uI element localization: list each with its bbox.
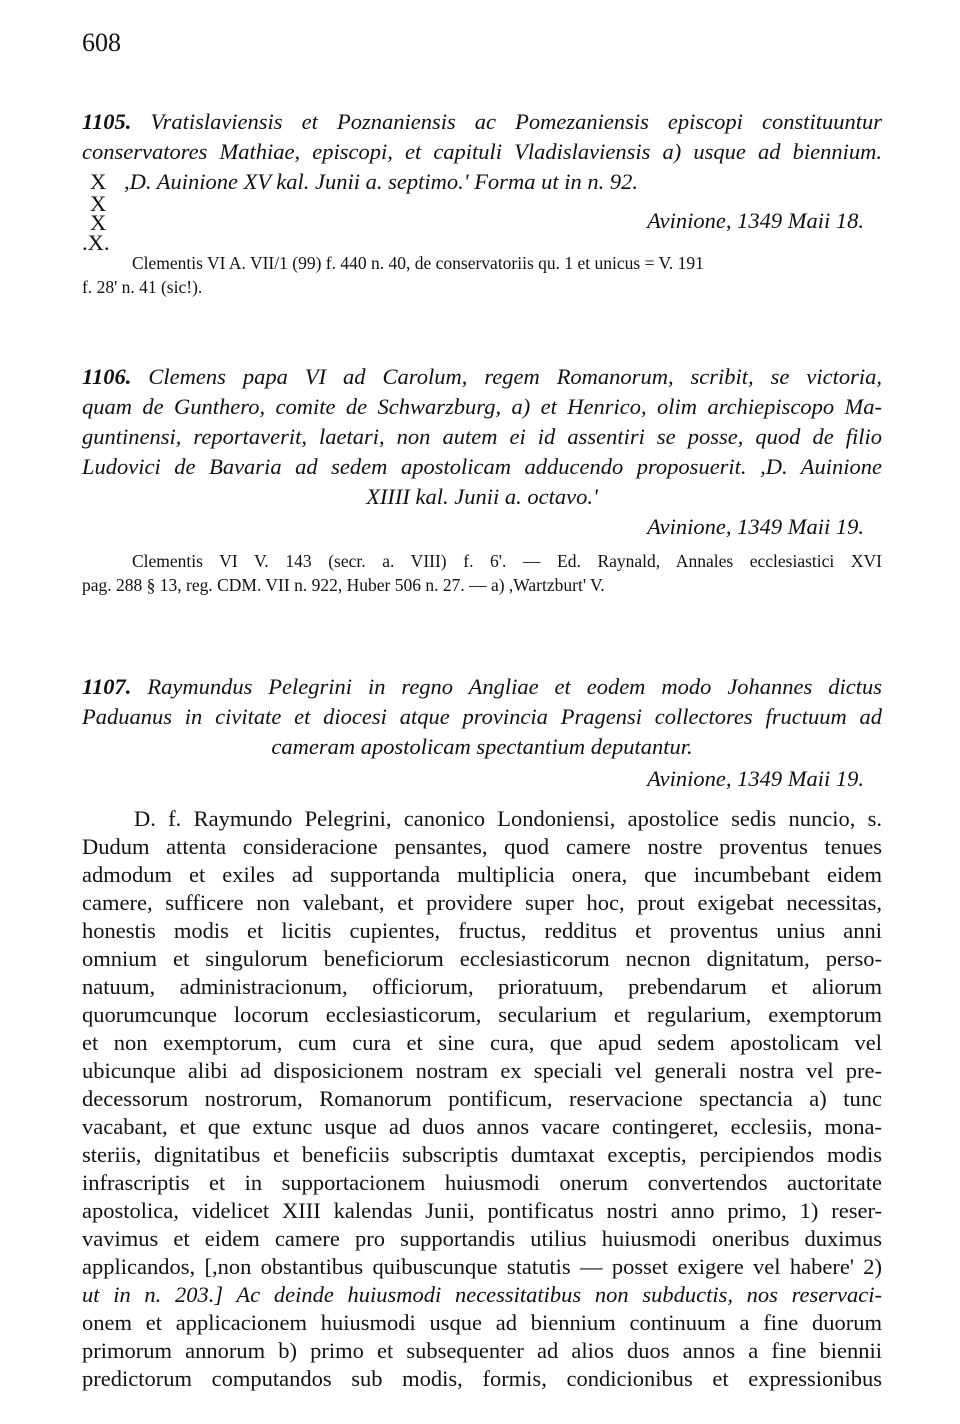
entry-1105-mark-1: X — [90, 169, 107, 194]
entry-1107-summary-line-1: 1107. Raymundus Pelegrini in regno Angliae et eodem modo Johannes dictus — [82, 674, 882, 699]
entry-1107-body-line-14: infrascriptis et in supportacionem huiusmodi onerum convertendos auctoritate — [82, 1170, 882, 1195]
entry-1107-body-line-2: Dudum attenta consideracione pensantes, quod camere nostre proventus tenues — [82, 834, 882, 859]
entry-1107-body-line-13: steriis, dignitatibus et beneficiis subscriptis dumtaxat exceptis, percipiendos modis — [82, 1142, 882, 1167]
entry-1105-place-date: Avinione, 1349 Maii 18. — [647, 208, 864, 233]
entry-1107-body-line-19: onem et applicacionem huiusmodi usque ad biennium continuum a fine duorum — [82, 1310, 882, 1335]
entry-1107-body-line-6: omnium et singulorum beneficiorum ecclesiasticorum necnon dignitatum, perso- — [82, 946, 882, 971]
entry-1107-body-line-10: ubicunque alibi ad disposicionem nostram ex speciali vel generali nostra vel pre- — [82, 1058, 882, 1083]
entry-1107-place-date: Avinione, 1349 Maii 19. — [647, 766, 864, 791]
entry-1106-place-date: Avinione, 1349 Maii 19. — [647, 514, 864, 539]
entry-1107-body-line-11: decessorum nostrorum, Romanorum pontificum, reservacione spectancia a) tunc — [82, 1086, 882, 1111]
entry-1107-body-line-9: et non exemptorum, cum cura et sine cura, que apud sedem apostolicam vel — [82, 1030, 882, 1055]
entry-1107-body-line-1: D. f. Raymundo Pelegrini, canonico Londoniensi, apostolice sedis nuncio, s. — [134, 806, 882, 831]
entry-1107-body-line-7: natuum, administracionum, officiorum, prioratuum, prebendarum et aliorum — [82, 974, 882, 999]
entry-1105-summary-line-1: 1105. Vratislaviensis et Poznaniensis ac Pomezaniensis episcopi constituuntur — [82, 109, 883, 134]
entry-1105-mark-4: .X. — [82, 230, 110, 255]
entry-1106-summary-line-1: 1106. Clemens papa VI ad Carolum, regem Romanorum, scribit, se victoria, — [82, 364, 882, 389]
entry-1107-body-line-4: camere, sufficere non valebant, et providere super hoc, prout exigebat necessitas, — [82, 890, 882, 915]
entry-1107-body-line-21: predictorum computandos sub modis, formis, condicionibus et expressionibus — [82, 1366, 882, 1391]
entry-1105-number: 1105. — [82, 109, 132, 134]
entry-1105-mark-2: X — [90, 191, 107, 216]
entry-1107-body-line-12: vacabant, et que extunc usque ad duos annos vacare contingeret, ecclesiis, mona- — [82, 1114, 882, 1139]
entry-1107-body-line-18: ut in n. 203.] Ac deinde huiusmodi necessitatibus non subductis, nos reservaci- — [82, 1282, 882, 1307]
entry-1106-note-2: pag. 288 § 13, reg. CDM. VII n. 922, Huber 506 n. 27. — a) ,Wartzburt' V. — [82, 575, 605, 595]
entry-1107-body-line-5: honestis modis et licitis cupientes, fructus, redditus et proventus unius anni — [82, 918, 882, 943]
entry-1105-mark-3: X — [90, 210, 107, 235]
entry-1107-body-line-16: vavimus et eidem camere pro supportandis utilius huiusmodi oneribus duximus — [82, 1226, 882, 1251]
entry-1105-summary-line-2: conservatores Mathiae, episcopi, et capituli Vladislaviensis a) usque ad biennium. — [82, 139, 882, 164]
entry-1105-date-line: ,D. Auinione XV kal. Junii a. septimo.' Forma ut in n. 92. — [124, 169, 638, 194]
entry-1106-summary-line-3: guntinensi, reportaverit, laetari, non autem ei id assentiri se posse, quod de filio — [82, 424, 882, 449]
entry-1105-note-1: Clementis VI A. VII/1 (99) f. 440 n. 40, de conservatoriis qu. 1 et unicus = V. 191 — [132, 253, 704, 273]
entry-1105-note-2: f. 28' n. 41 (sic!). — [82, 277, 203, 297]
entry-1107-summary-line-3: cameram apostolicam spectantium deputantur. — [271, 734, 693, 759]
entry-1107-body-line-8: quorumcunque locorum ecclesiasticorum, secularium et regularium, exemptorum — [82, 1002, 882, 1027]
entry-1107-body-line-15: apostolica, videlicet XIII kalendas Junii, pontificatus nostri anno primo, 1) reser- — [82, 1198, 882, 1223]
entry-1106-summary-line-2: quam de Gunthero, comite de Schwarzburg, a) et Henrico, olim archiepiscopo Ma- — [82, 394, 882, 419]
entry-1106-summary-line-5: XIIII kal. Junii a. octavo.' — [366, 484, 598, 509]
entry-1107-body-line-20: primorum annorum b) primo et subsequenter ad alios duos annos a fine biennii — [82, 1338, 882, 1363]
entry-1107-summary-line-2: Paduanus in civitate et diocesi atque provincia Pragensi collectores fructuum ad — [82, 704, 882, 729]
entry-1107-number: 1107. — [82, 674, 132, 699]
entry-1106-number: 1106. — [82, 364, 132, 389]
page-number: 608 — [82, 28, 121, 57]
entry-1107-body-line-17: applicandos, [,non obstantibus quibuscunque statutis — posset exigere vel habere' 2) — [82, 1254, 882, 1279]
entry-1107-body-line-3: admodum et exiles ad supportanda multiplicia onera, que incumbebant eidem — [82, 862, 882, 887]
entry-1106-note-1: Clementis VI V. 143 (secr. a. VIII) f. 6'. — Ed. Raynald, Annales ecclesiastici XVI — [132, 551, 882, 571]
entry-1106-summary-line-4: Ludovici de Bavaria ad sedem apostolicam adducendo proposuerit. ,D. Auinione — [82, 454, 882, 479]
